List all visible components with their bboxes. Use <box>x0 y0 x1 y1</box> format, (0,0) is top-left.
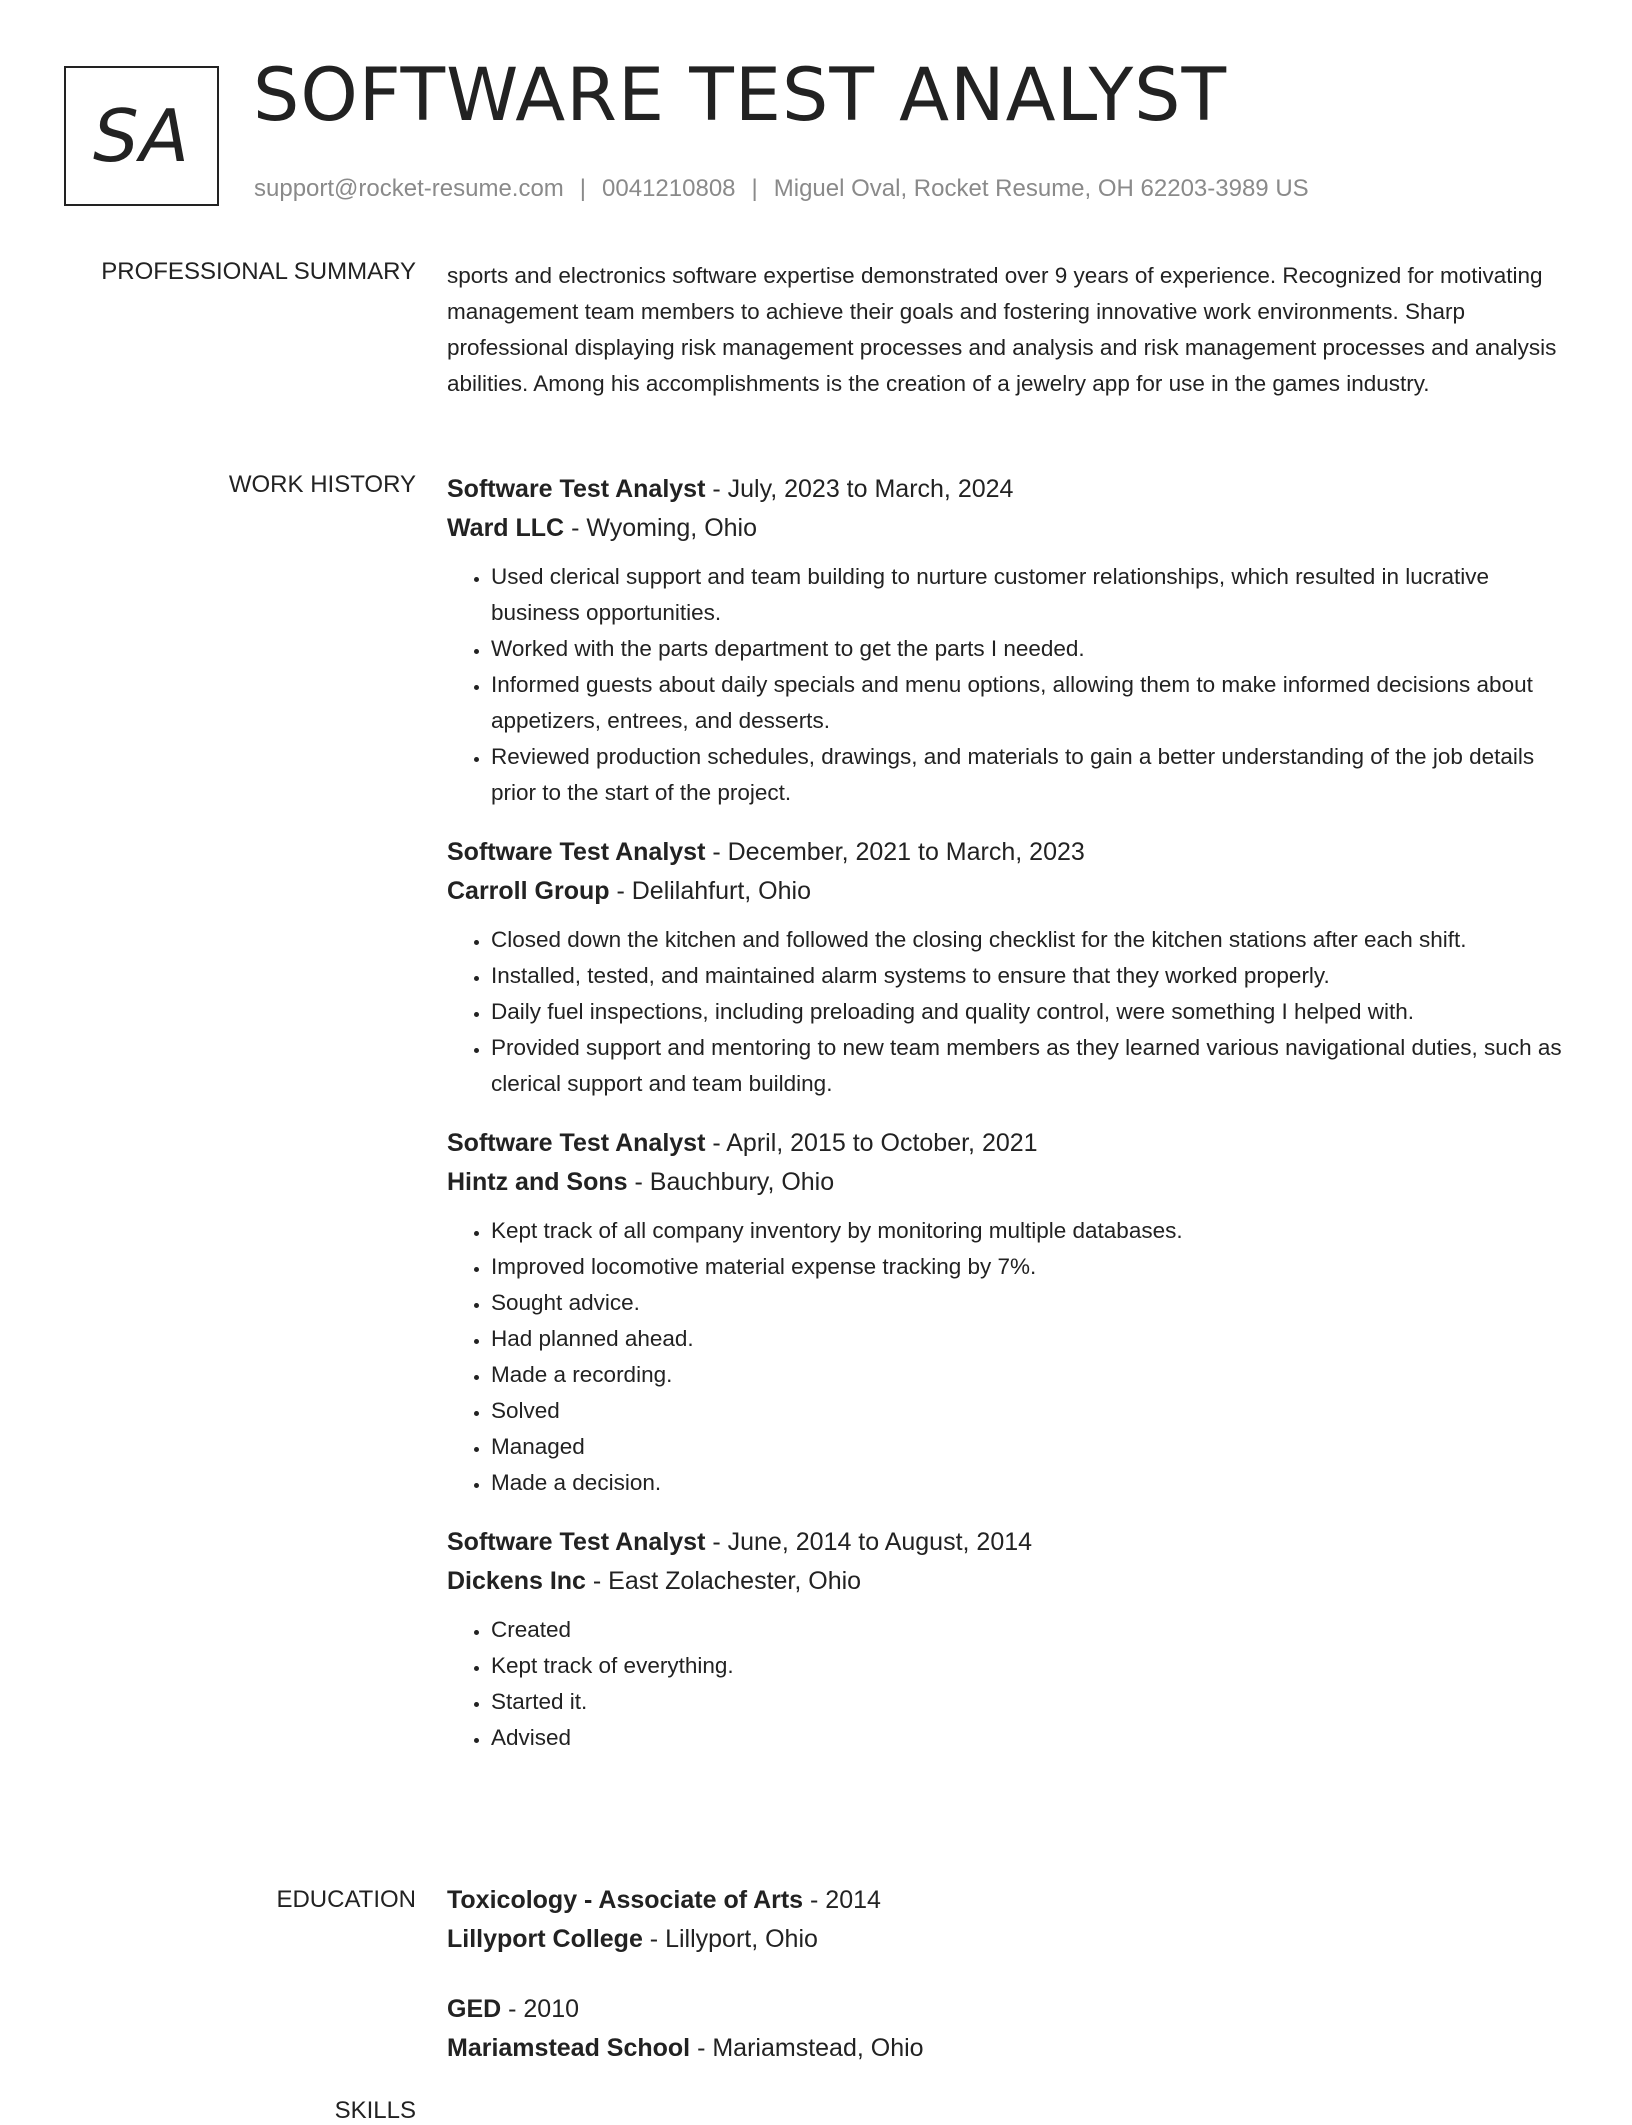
job-bullet: • Worked with the parts department to get the parts I needed. <box>491 631 1567 667</box>
education-school-line <box>447 1920 1567 1959</box>
job-company-line <box>447 509 1567 548</box>
summary-text: sports and electronics software expertise demonstrated over 9 years of experience. Recognized for motivating management team members to achieve their goals and fostering innovative work environments. Sharp professional displaying risk management processes and analysis and risk management processes and analysis abilities. Among his accomplishments is the creation of a jewelry app for use in the games industry. <box>447 263 1557 396</box>
job-bullet: • Reviewed production schedules, drawings, and materials to gain a better understanding of the job details prior to the start of the project. <box>491 739 1567 811</box>
job-company-line <box>447 1562 1567 1601</box>
section-label-work-history: WORK HISTORY <box>228 471 416 498</box>
job-bullet: • Kept track of all company inventory by monitoring multiple databases. <box>491 1213 1567 1249</box>
job-entry <box>447 1124 1567 1501</box>
job-entry <box>447 1523 1567 1756</box>
job-location: - Delilahfurt, Ohio <box>609 877 811 905</box>
job-title-line <box>447 1124 1567 1163</box>
job-bullets <box>447 559 1567 811</box>
job-bullet: • Provided support and mentoring to new team members as they learned various navigational duties, such as clerical support and team building. <box>491 1030 1567 1102</box>
work-history-section <box>447 470 1567 1778</box>
resume-title: SOFTWARE TEST ANALYST <box>253 53 1228 138</box>
job-company: Hintz and Sons <box>447 1168 628 1196</box>
job-dates: - June, 2014 to August, 2014 <box>705 1528 1033 1556</box>
contact-separator: | <box>751 175 758 202</box>
job-title: Software Test Analyst <box>447 1129 706 1157</box>
monogram-logo: SA <box>64 66 219 206</box>
education-school: Mariamstead School <box>447 2034 691 2062</box>
section-label-education: EDUCATION <box>276 1886 416 1913</box>
education-degree-line <box>447 1881 1567 1920</box>
job-title: Software Test Analyst <box>447 1528 706 1556</box>
job-bullet: • Improved locomotive material expense tracking by 7%. <box>491 1249 1567 1285</box>
job-bullet: • Closed down the kitchen and followed the closing checklist for the kitchen stations after each shift. <box>491 922 1567 958</box>
job-bullet: • Managed <box>491 1429 1567 1465</box>
job-title: Software Test Analyst <box>447 475 706 503</box>
contact-line <box>254 175 1309 203</box>
job-company: Ward LLC <box>447 514 565 542</box>
job-dates: - April, 2015 to October, 2021 <box>705 1129 1038 1157</box>
education-entry <box>447 1881 1567 1959</box>
contact-phone: 0041210808 <box>602 175 736 202</box>
job-title-line <box>447 470 1567 509</box>
job-bullets <box>447 922 1567 1102</box>
education-location: - Mariamstead, Ohio <box>690 2034 924 2062</box>
job-entry <box>447 470 1567 811</box>
education-year: - 2010 <box>501 1995 580 2023</box>
summary-section <box>447 258 1567 402</box>
job-company-line <box>447 872 1567 911</box>
education-degree: Toxicology - Associate of Arts <box>447 1886 804 1914</box>
job-bullet: • Sought advice. <box>491 1285 1567 1321</box>
job-location: - East Zolachester, Ohio <box>585 1567 862 1595</box>
education-year: - 2014 <box>803 1886 881 1914</box>
job-bullet: • Started it. <box>491 1684 1567 1720</box>
job-entry <box>447 833 1567 1102</box>
job-bullet: • Made a recording. <box>491 1357 1567 1393</box>
job-bullets <box>447 1213 1567 1501</box>
job-bullet: • Had planned ahead. <box>491 1321 1567 1357</box>
job-bullet: • Advised <box>491 1720 1567 1756</box>
section-label-skills: SKILLS <box>334 2097 416 2124</box>
job-title-line <box>447 1523 1567 1562</box>
education-degree: GED <box>447 1995 502 2023</box>
contact-address: Miguel Oval, Rocket Resume, OH 62203-3989 US <box>773 175 1309 202</box>
job-location: - Bauchbury, Ohio <box>627 1168 835 1196</box>
job-location: - Wyoming, Ohio <box>564 514 758 542</box>
education-entry <box>447 1990 1567 2068</box>
job-bullets <box>447 1612 1567 1756</box>
job-bullet: • Made a decision. <box>491 1465 1567 1501</box>
job-title-line <box>447 833 1567 872</box>
job-company: Dickens Inc <box>447 1567 586 1595</box>
job-title: Software Test Analyst <box>447 838 706 866</box>
job-company: Carroll Group <box>447 877 610 905</box>
education-section <box>447 1881 1567 2099</box>
section-label-summary: PROFESSIONAL SUMMARY <box>101 258 416 285</box>
job-bullet: • Informed guests about daily specials and menu options, allowing them to make informed decisions about appetizers, entrees, and desserts. <box>491 667 1567 739</box>
job-dates: - December, 2021 to March, 2023 <box>705 838 1085 866</box>
job-bullet: • Used clerical support and team building to nurture customer relationships, which resulted in lucrative business opportunities. <box>491 559 1567 631</box>
job-bullet: • Solved <box>491 1393 1567 1429</box>
contact-separator: | <box>579 175 587 202</box>
job-bullet: • Created <box>491 1612 1567 1648</box>
job-bullet: • Kept track of everything. <box>491 1648 1567 1684</box>
job-dates: - July, 2023 to March, 2024 <box>705 475 1014 503</box>
education-location: - Lillyport, Ohio <box>642 1925 818 1953</box>
job-bullet: • Daily fuel inspections, including preloading and quality control, were something I helped with. <box>491 994 1567 1030</box>
contact-email: support@rocket-resume.com <box>254 175 564 202</box>
education-degree-line <box>447 1990 1567 2029</box>
education-school-line <box>447 2029 1567 2068</box>
education-school: Lillyport College <box>447 1925 643 1953</box>
job-company-line <box>447 1163 1567 1202</box>
job-bullet: • Installed, tested, and maintained alarm systems to ensure that they worked properly. <box>491 958 1567 994</box>
